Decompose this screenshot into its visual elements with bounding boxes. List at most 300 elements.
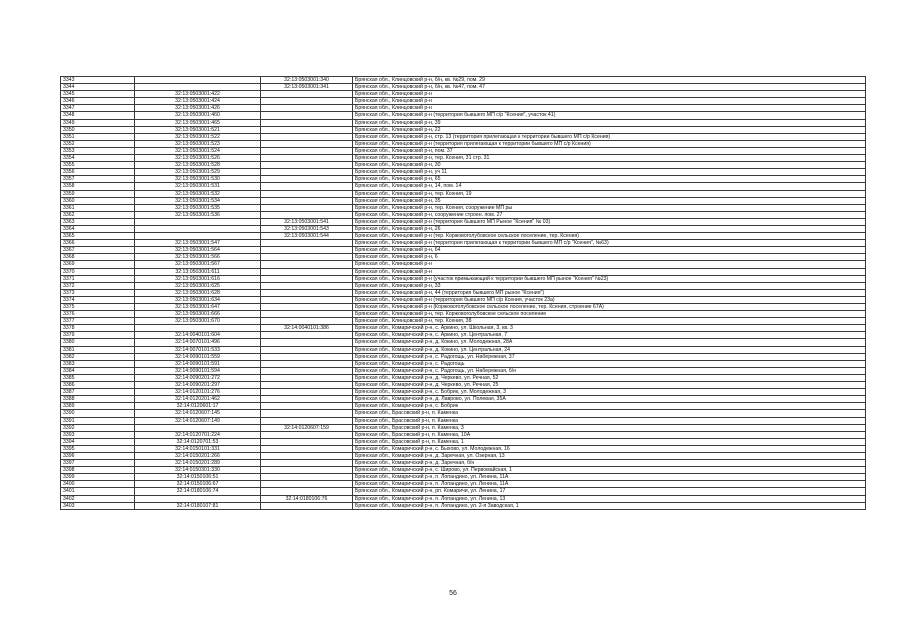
table-row: [61, 169, 866, 176]
address-cell: Брянская обл., Клинцовский р-н, 39: [353, 119, 866, 126]
table-row: [61, 339, 866, 346]
cadastral-number-cell: 32:14:0180106:74: [135, 488, 261, 495]
row-number-cell: 3352: [61, 140, 135, 147]
cadastral-number-cell: 32:13:0503001:422: [135, 91, 261, 98]
cadastral-number-secondary-cell: [261, 396, 353, 403]
cadastral-number-cell: 32:14:0150101:331: [135, 445, 261, 452]
row-number-cell: 3384: [61, 367, 135, 374]
address-cell: Брянская обл., Клинцовский р-н, пом. 37: [353, 147, 866, 154]
cadastral-number-cell: [135, 495, 261, 502]
cadastral-number-secondary-cell: [261, 403, 353, 410]
table-row: [61, 304, 866, 311]
table-row: [61, 84, 866, 91]
row-number-cell: 3375: [61, 304, 135, 311]
address-cell: Брянская обл., Клинцовский р-н: [353, 98, 866, 105]
address-cell: Брянская обл., Комаричский р-н, с. Бобрик, ул. Молодежная, 3: [353, 389, 866, 396]
table-row: [61, 268, 866, 275]
row-number-cell: 3403: [61, 502, 135, 509]
row-number-cell: 3369: [61, 261, 135, 268]
row-number-cell: 3387: [61, 389, 135, 396]
address-cell: Брянская обл., Клинцовский р-н (тер. Коржовоголубовское сельское поселение, тер. Ксения): [353, 233, 866, 240]
cadastral-number-secondary-cell: [261, 162, 353, 169]
cadastral-number-secondary-cell: [261, 91, 353, 98]
address-cell: Брянская обл., Комаричский р-н, п. Лопандино, ул. Ленина, 11А: [353, 474, 866, 481]
row-number-cell: 3372: [61, 282, 135, 289]
cadastral-number-secondary-cell: [261, 268, 353, 275]
cadastral-number-secondary-cell: [261, 467, 353, 474]
row-number-cell: 3368: [61, 254, 135, 261]
cadastral-number-secondary-cell: [261, 289, 353, 296]
row-number-cell: 3398: [61, 467, 135, 474]
cadastral-number-cell: 32:13:0503001:523: [135, 140, 261, 147]
table-row: [61, 211, 866, 218]
cadastral-number-secondary-cell: [261, 169, 353, 176]
cadastral-number-secondary-cell: [261, 296, 353, 303]
cadastral-number-cell: 32:13:0503001:670: [135, 318, 261, 325]
cadastral-number-cell: 32:13:0503001:535: [135, 204, 261, 211]
table-row: [61, 197, 866, 204]
table-row: [61, 311, 866, 318]
address-cell: Брянская обл., Клинцовский р-н, уч 11: [353, 169, 866, 176]
row-number-cell: 3344: [61, 84, 135, 91]
cadastral-number-cell: 32:14:0150106:51: [135, 474, 261, 481]
cadastral-number-cell: 32:13:0503001:536: [135, 211, 261, 218]
cadastral-number-cell: [135, 325, 261, 332]
cadastral-number-cell: 32:14:0150106:67: [135, 481, 261, 488]
cadastral-number-cell: 32:14:0120201:462: [135, 396, 261, 403]
row-number-cell: 3386: [61, 382, 135, 389]
cadastral-number-cell: 32:14:0120601:17: [135, 403, 261, 410]
table-row: [61, 474, 866, 481]
table-row: [61, 254, 866, 261]
row-number-cell: 3359: [61, 190, 135, 197]
row-number-cell: 3402: [61, 495, 135, 502]
row-number-cell: 3370: [61, 268, 135, 275]
cadastral-number-cell: 32:14:0120101:276: [135, 389, 261, 396]
address-cell: Брянская обл., Клинцовский р-н (территория бывшего МП с/р Ксения, участок 23а): [353, 296, 866, 303]
cadastral-number-secondary-cell: [261, 261, 353, 268]
table-row: [61, 162, 866, 169]
cadastral-number-secondary-cell: [261, 502, 353, 509]
address-cell: Брянская обл., Комаричский р-н, с. Бобрик: [353, 403, 866, 410]
address-cell: Брянская обл., Комаричский р-н, с. Аркино, ул. Центральная, 7: [353, 332, 866, 339]
table-row: [61, 233, 866, 240]
row-number-cell: 3349: [61, 119, 135, 126]
table-row: [61, 488, 866, 495]
row-number-cell: 3371: [61, 275, 135, 282]
row-number-cell: 3362: [61, 211, 135, 218]
row-number-cell: 3345: [61, 91, 135, 98]
address-cell: Брянская обл., Клинцовский р-н, стр. 13 (территория прилегающая к территории бывшего МП с/р Ксения): [353, 133, 866, 140]
row-number-cell: 3382: [61, 353, 135, 360]
table-row: [61, 410, 866, 417]
cadastral-number-cell: 32:13:0503001:522: [135, 133, 261, 140]
address-cell: Брянская обл., Клинцовский р-н, 30: [353, 162, 866, 169]
row-number-cell: 3366: [61, 240, 135, 247]
address-cell: Брянская обл., Клинцовский р-н, 6: [353, 254, 866, 261]
table-row: [61, 374, 866, 381]
address-cell: Брянская обл., Клинцовский р-н: [353, 261, 866, 268]
cadastral-number-secondary-cell: [261, 431, 353, 438]
table-row: [61, 147, 866, 154]
cadastral-number-secondary-cell: [261, 311, 353, 318]
cadastral-number-cell: 32:13:0503001:611: [135, 268, 261, 275]
cadastral-number-secondary-cell: [261, 452, 353, 459]
row-number-cell: 3397: [61, 460, 135, 467]
row-number-cell: 3377: [61, 318, 135, 325]
cadastral-number-secondary-cell: [261, 119, 353, 126]
address-cell: Брянская обл., Клинцовский р-н, тер. Ксения, 38: [353, 318, 866, 325]
table-row: [61, 460, 866, 467]
address-cell: Брянская обл., Комаричский р-н, с. Радогощь, ул. Набережная, б/н: [353, 367, 866, 374]
address-cell: Брянская обл., Клинцовский р-н (территория прилегающая к территории бывшего МП с/р Ксения): [353, 140, 866, 147]
row-number-cell: 3361: [61, 204, 135, 211]
cadastral-number-secondary-cell: [261, 445, 353, 452]
address-cell: Брянская обл., Брасовский р-н, п. Каменка, 10А: [353, 431, 866, 438]
address-cell: Брянская обл., Комаричский р-н, д. Кокино, ул. Молодежная, 28А: [353, 339, 866, 346]
address-cell: Брянская обл., Клинцовский р-н, сооружение строен. пом. 27: [353, 211, 866, 218]
cadastral-number-secondary-cell: [261, 374, 353, 381]
table-row: [61, 417, 866, 424]
cadastral-number-cell: 32:14:0070101:496: [135, 339, 261, 346]
cadastral-number-secondary-cell: [261, 481, 353, 488]
table-row: [61, 332, 866, 339]
table-row: [61, 247, 866, 254]
table-row: [61, 275, 866, 282]
row-number-cell: 3358: [61, 183, 135, 190]
table-row: [61, 495, 866, 502]
cadastral-number-secondary-cell: [261, 360, 353, 367]
cadastral-number-cell: 32:13:0503001:465: [135, 119, 261, 126]
cadastral-number-cell: 32:13:0503001:530: [135, 176, 261, 183]
address-cell: Брянская обл., Клинцовский р-н, 14, пом. 14: [353, 183, 866, 190]
cadastral-number-cell: 32:13:0503001:647: [135, 304, 261, 311]
row-number-cell: 3343: [61, 77, 135, 84]
cadastral-number-secondary-cell: 32:13:0503001:544: [261, 233, 353, 240]
row-number-cell: 3393: [61, 431, 135, 438]
table-row: [61, 467, 866, 474]
address-cell: Брянская обл., Клинцовский р-н (территория прилегающая к территории бывшего МП с/р "Ксения", №63): [353, 240, 866, 247]
cadastral-number-secondary-cell: [261, 417, 353, 424]
cadastral-number-cell: 32:13:0503001:528: [135, 162, 261, 169]
cadastral-number-cell: 32:14:0120607:145: [135, 410, 261, 417]
cadastral-number-cell: 32:13:0503001:616: [135, 275, 261, 282]
row-number-cell: 3376: [61, 311, 135, 318]
row-number-cell: 3389: [61, 403, 135, 410]
page-number: 56: [449, 590, 457, 597]
address-cell: Брянская обл., Клинцовский р-н, 33: [353, 282, 866, 289]
address-cell: Брянская обл., Клинцовский р-н, тер. Ксения, 31 стр. 31: [353, 155, 866, 162]
cadastral-number-secondary-cell: [261, 155, 353, 162]
address-cell: Брянская обл., Комаричский р-н, рп. Комаричи, ул. Ленина, 17: [353, 488, 866, 495]
address-cell: Брянская обл., Клинцовский р-н, 64: [353, 247, 866, 254]
table-row: [61, 91, 866, 98]
table-row: [61, 282, 866, 289]
table-row: [61, 190, 866, 197]
cadastral-number-cell: 32:14:0180107:81: [135, 502, 261, 509]
cadastral-number-cell: 32:14:0150201:289: [135, 460, 261, 467]
cadastral-number-cell: [135, 225, 261, 232]
address-cell: Брянская обл., Клинцовский р-н, тер. Ксения, сооружение МП ры: [353, 204, 866, 211]
cadastral-number-cell: 32:14:0150301:330: [135, 467, 261, 474]
address-cell: Брянская обл., Клинцовский р-н, б/н, кв. №29, пом. 29: [353, 77, 866, 84]
row-number-cell: 3357: [61, 176, 135, 183]
address-cell: Брянская обл., Комаричский р-н, д. Заречная, ул. Озерная, 13: [353, 452, 866, 459]
table-row: [61, 77, 866, 84]
address-cell: Брянская обл., Клинцовский р-н, тер. Коржовоголубовское сельское поселение: [353, 311, 866, 318]
row-number-cell: 3379: [61, 332, 135, 339]
address-cell: Брянская обл., Клинцовский р-н (Коржовоголубовское сельское поселение, тер. Ксения, строение 67А): [353, 304, 866, 311]
address-cell: Брянская обл., Брасовский р-н, п. Каменка: [353, 410, 866, 417]
table-row: [61, 445, 866, 452]
table-row: [61, 403, 866, 410]
address-cell: Брянская обл., Клинцовский р-н, 35: [353, 197, 866, 204]
cadastral-number-secondary-cell: [261, 197, 353, 204]
cadastral-number-cell: [135, 77, 261, 84]
row-number-cell: 3360: [61, 197, 135, 204]
cadastral-number-cell: 32:14:0120701:224: [135, 431, 261, 438]
cadastral-number-cell: 32:13:0503001:524: [135, 147, 261, 154]
cadastral-number-secondary-cell: [261, 389, 353, 396]
table-row: [61, 218, 866, 225]
row-number-cell: 3374: [61, 296, 135, 303]
register-table: [60, 76, 866, 510]
address-cell: Брянская обл., Брасовский р-н, п. Каменка, 1: [353, 438, 866, 445]
cadastral-number-cell: 32:13:0503001:426: [135, 105, 261, 112]
table-row: [61, 133, 866, 140]
row-number-cell: 3354: [61, 155, 135, 162]
table-row: [61, 183, 866, 190]
address-cell: Брянская обл., Комаричский р-н, с. Аркино, ул. Школьная, 3, кв. 3: [353, 325, 866, 332]
table-row: [61, 318, 866, 325]
cadastral-number-secondary-cell: [261, 98, 353, 105]
cadastral-number-secondary-cell: [261, 282, 353, 289]
row-number-cell: 3348: [61, 112, 135, 119]
cadastral-number-secondary-cell: [261, 204, 353, 211]
row-number-cell: 3353: [61, 147, 135, 154]
address-cell: Брянская обл., Клинцовский р-н: [353, 268, 866, 275]
row-number-cell: 3355: [61, 162, 135, 169]
cadastral-number-secondary-cell: [261, 147, 353, 154]
cadastral-number-cell: [135, 424, 261, 431]
table-row: [61, 155, 866, 162]
address-cell: Брянская обл., Комаричский р-н, с. Быхово, ул. Молодежная, 16: [353, 445, 866, 452]
cadastral-number-secondary-cell: [261, 460, 353, 467]
row-number-cell: 3346: [61, 98, 135, 105]
cadastral-number-cell: 32:13:0503001:529: [135, 169, 261, 176]
cadastral-number-cell: 32:14:0090101:591: [135, 360, 261, 367]
table-row: [61, 481, 866, 488]
cadastral-number-secondary-cell: [261, 346, 353, 353]
table-row: [61, 289, 866, 296]
cadastral-number-cell: 32:13:0503001:460: [135, 112, 261, 119]
address-cell: Брянская обл., Клинцовский р-н (участок примыкающий к территории бывшего МП рыное "Ксения" №23): [353, 275, 866, 282]
cadastral-number-secondary-cell: [261, 112, 353, 119]
row-number-cell: 3399: [61, 474, 135, 481]
address-cell: Брянская обл., Комаричский р-н, д. Черкево, ул. Речная, 25: [353, 382, 866, 389]
table-row: [61, 452, 866, 459]
cadastral-number-secondary-cell: [261, 176, 353, 183]
cadastral-number-secondary-cell: [261, 126, 353, 133]
table-row: [61, 296, 866, 303]
row-number-cell: 3400: [61, 481, 135, 488]
address-cell: Брянская обл., Клинцовский р-н, 22: [353, 126, 866, 133]
cadastral-number-cell: 32:13:0503001:625: [135, 282, 261, 289]
cadastral-number-secondary-cell: [261, 488, 353, 495]
table-row: [61, 367, 866, 374]
row-number-cell: 3391: [61, 417, 135, 424]
row-number-cell: 3365: [61, 233, 135, 240]
table-row: [61, 424, 866, 431]
address-cell: Брянская обл., Комаричский р-н, д. Кокино, ул. Центральная, 24: [353, 346, 866, 353]
table-row: [61, 112, 866, 119]
cadastral-number-cell: 32:14:0040101:604: [135, 332, 261, 339]
row-number-cell: 3390: [61, 410, 135, 417]
table-row: [61, 389, 866, 396]
address-cell: Брянская обл., Клинцовский р-н, 44 (территория бывшего МП рыное "Ксения"): [353, 289, 866, 296]
cadastral-number-secondary-cell: [261, 275, 353, 282]
address-cell: Брянская обл., Клинцовский р-н: [353, 91, 866, 98]
row-number-cell: 3350: [61, 126, 135, 133]
cadastral-number-secondary-cell: [261, 367, 353, 374]
cadastral-number-secondary-cell: [261, 339, 353, 346]
cadastral-number-cell: [135, 84, 261, 91]
table-row: [61, 225, 866, 232]
cadastral-number-secondary-cell: [261, 247, 353, 254]
row-number-cell: 3401: [61, 488, 135, 495]
address-cell: Брянская обл., Клинцовский р-н, 26: [353, 225, 866, 232]
row-number-cell: 3363: [61, 218, 135, 225]
cadastral-number-secondary-cell: [261, 140, 353, 147]
table-row: [61, 431, 866, 438]
address-cell: Брянская обл., Брасовский р-н, п. Каменка, 3: [353, 424, 866, 431]
row-number-cell: 3388: [61, 396, 135, 403]
table-row: [61, 396, 866, 403]
row-number-cell: 3396: [61, 452, 135, 459]
table-row: [61, 105, 866, 112]
row-number-cell: 3373: [61, 289, 135, 296]
table-row: [61, 360, 866, 367]
cadastral-number-secondary-cell: [261, 190, 353, 197]
cadastral-number-secondary-cell: 32:13:0503001:340: [261, 77, 353, 84]
cadastral-number-secondary-cell: [261, 438, 353, 445]
table-row: [61, 126, 866, 133]
table-row: [61, 438, 866, 445]
cadastral-number-secondary-cell: 32:13:0503001:541: [261, 218, 353, 225]
cadastral-number-secondary-cell: [261, 353, 353, 360]
row-number-cell: 3364: [61, 225, 135, 232]
cadastral-number-secondary-cell: [261, 133, 353, 140]
address-cell: Брянская обл., Комаричский р-н, п. Лопандино, ул. 2-я Заводская, 1: [353, 502, 866, 509]
row-number-cell: 3392: [61, 424, 135, 431]
cadastral-number-secondary-cell: [261, 304, 353, 311]
row-number-cell: 3395: [61, 445, 135, 452]
table-row: [61, 502, 866, 509]
row-number-cell: 3367: [61, 247, 135, 254]
cadastral-number-cell: 32:14:0120701:53: [135, 438, 261, 445]
cadastral-number-cell: 32:13:0503001:666: [135, 311, 261, 318]
address-cell: Брянская обл., Комаричский р-н, с. Широво, ул. Первомайская, 1: [353, 467, 866, 474]
register-table-body: [61, 77, 866, 510]
cadastral-number-cell: 32:14:0090201:272: [135, 374, 261, 381]
address-cell: Брянская обл., Комаричский р-н, с. Радогощь: [353, 360, 866, 367]
cadastral-number-secondary-cell: [261, 254, 353, 261]
address-cell: Брянская обл., Комаричский р-н, д. Лаврово, ул. Полевая, 35А: [353, 396, 866, 403]
cadastral-number-secondary-cell: 32:13:0503001:341: [261, 84, 353, 91]
cadastral-number-cell: [135, 233, 261, 240]
cadastral-number-secondary-cell: [261, 105, 353, 112]
cadastral-number-cell: 32:13:0503001:567: [135, 261, 261, 268]
cadastral-number-cell: 32:14:0120607:149: [135, 417, 261, 424]
address-cell: Брянская обл., Брасовский р-н, п. Каменка: [353, 417, 866, 424]
cadastral-number-cell: 32:13:0503001:566: [135, 254, 261, 261]
cadastral-number-secondary-cell: 32:13:0503001:543: [261, 225, 353, 232]
row-number-cell: 3351: [61, 133, 135, 140]
row-number-cell: 3380: [61, 339, 135, 346]
cadastral-number-cell: 32:14:0090201:297: [135, 382, 261, 389]
cadastral-number-secondary-cell: [261, 211, 353, 218]
cadastral-number-secondary-cell: [261, 382, 353, 389]
table-row: [61, 240, 866, 247]
address-cell: Брянская обл., Клинцовский р-н (территория бывшего МП с/р "Ксения", участок 41): [353, 112, 866, 119]
cadastral-number-cell: 32:13:0503001:521: [135, 126, 261, 133]
cadastral-number-cell: 32:13:0503001:534: [135, 197, 261, 204]
cadastral-number-cell: 32:13:0503001:532: [135, 190, 261, 197]
cadastral-number-secondary-cell: 32:14:0120607:159: [261, 424, 353, 431]
row-number-cell: 3385: [61, 374, 135, 381]
table-row: [61, 325, 866, 332]
cadastral-number-cell: 32:13:0503001:628: [135, 289, 261, 296]
cadastral-number-secondary-cell: [261, 410, 353, 417]
row-number-cell: 3378: [61, 325, 135, 332]
address-cell: Брянская обл., Клинцовский р-н: [353, 105, 866, 112]
table-row: [61, 353, 866, 360]
row-number-cell: 3347: [61, 105, 135, 112]
cadastral-number-secondary-cell: [261, 332, 353, 339]
table-row: [61, 119, 866, 126]
address-cell: Брянская обл., Клинцовский р-н, б/н, кв. №47, пом. 47: [353, 84, 866, 91]
address-cell: Брянская обл., Комаричский р-н, п. Лопандино, ул. Ленина, 11А: [353, 481, 866, 488]
cadastral-number-cell: 32:14:0090101:559: [135, 353, 261, 360]
address-cell: Брянская обл., Комаричский р-н, д. Заречная, б/н: [353, 460, 866, 467]
cadastral-number-cell: 32:14:0150201:266: [135, 452, 261, 459]
cadastral-number-secondary-cell: [261, 318, 353, 325]
table-row: [61, 176, 866, 183]
cadastral-number-cell: 32:13:0503001:634: [135, 296, 261, 303]
cadastral-number-secondary-cell: [261, 240, 353, 247]
address-cell: Брянская обл., Клинцовский р-н, 65: [353, 176, 866, 183]
row-number-cell: 3394: [61, 438, 135, 445]
cadastral-number-cell: 32:13:0503001:526: [135, 155, 261, 162]
address-cell: Брянская обл., Клинцовский р-н (территория бывшего МП Рыное "Ксения" № 03): [353, 218, 866, 225]
table-row: [61, 204, 866, 211]
table-row: [61, 261, 866, 268]
table-row: [61, 346, 866, 353]
row-number-cell: 3356: [61, 169, 135, 176]
cadastral-number-secondary-cell: [261, 474, 353, 481]
table-row: [61, 140, 866, 147]
cadastral-number-secondary-cell: 32:14:0040101:386: [261, 325, 353, 332]
table-row: [61, 382, 866, 389]
cadastral-number-cell: [135, 218, 261, 225]
address-cell: Брянская обл., Комаричский р-н, с. Радогощь, ул. Набережная, 37: [353, 353, 866, 360]
cadastral-number-cell: 32:14:0090101:594: [135, 367, 261, 374]
row-number-cell: 3383: [61, 360, 135, 367]
address-cell: Брянская обл., Комаричский р-н, п. Лопандино, ул. Ленина, 13: [353, 495, 866, 502]
row-number-cell: 3381: [61, 346, 135, 353]
address-cell: Брянская обл., Комаричский р-н, д. Черкево, ул. Речная, 52: [353, 374, 866, 381]
cadastral-number-cell: 32:13:0503001:564: [135, 247, 261, 254]
